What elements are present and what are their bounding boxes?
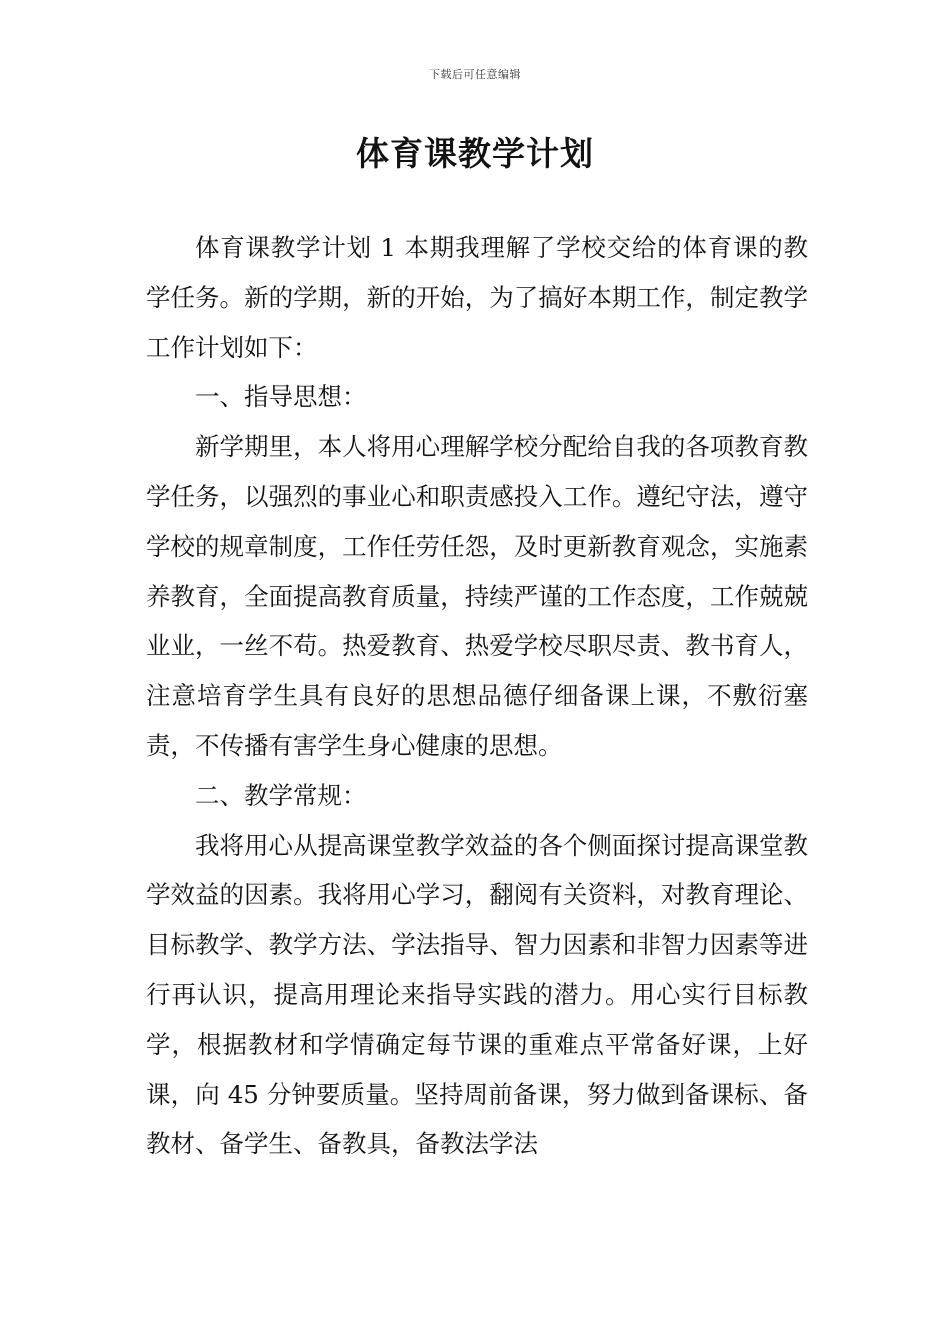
paragraph-intro: 体育课教学计划 1 本期我理解了学校交给的体育课的教学任务。新的学期，新的开始，为了搞好本期工作，制定教学工作计划如下：	[146, 233, 808, 362]
document-title: 体育课教学计划	[356, 134, 594, 173]
document-body	[146, 223, 808, 1169]
paragraph-guiding-thought: 新学期里，本人将用心理解学校分配给自我的各项教育教学任务，以强烈的事业心和职责感投入工作。遵纪守法，遵守学校的规章制度，工作任劳任怨，及时更新教育观念，实施素养教育，全面提高教育质量，持续严谨的工作态度，工作兢兢业业，一丝不苟。热爱教育、热爱学校尽职尽责、教书育人，注意培育学生具有良好的思想品德仔细备课上课，不敷衍塞责，不传播有害学生身心健康的思想。	[146, 432, 808, 760]
section-heading-teaching-routine: 二、教学常规：	[195, 780, 367, 810]
header-note: 下载后可任意编辑	[429, 68, 521, 81]
paragraph-teaching-routine: 我将用心从提高课堂教学效益的各个侧面探讨提高课堂教学效益的因素。我将用心学习，翻阅有关资料，对教育理论、目标教学、教学方法、学法指导、智力因素和非智力因素等进行再认识，提高用理论来指导实践的潜力。用心实行目标教学，根据教材和学情确定每节课的重难点平常备好课，上好课，向 45 分钟要质量。坚持周前备课，努力做到备课标、备教材、备学生、备教具，备教法学法	[146, 830, 808, 1159]
section-heading-guiding-thought: 一、指导思想：	[195, 382, 367, 412]
